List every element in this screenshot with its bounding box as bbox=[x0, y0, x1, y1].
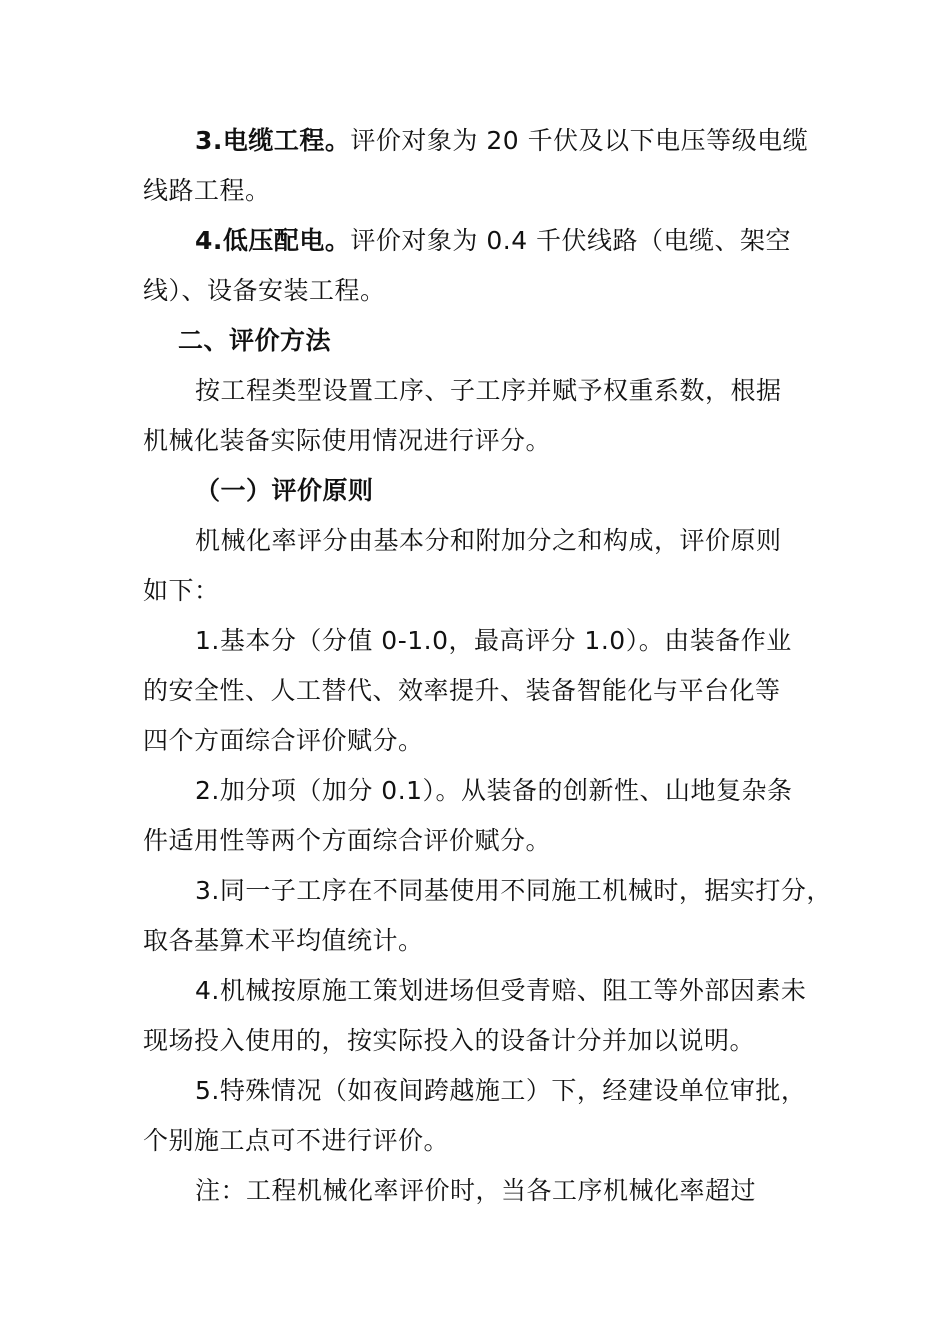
paragraph-line: 件适用性等两个方面综合评价赋分。 bbox=[143, 826, 552, 855]
paragraph-text: 评价对象为 0.4 千伏线路（电缆、架空 bbox=[350, 226, 792, 255]
paragraph-heading: 4.低压配电。 bbox=[195, 226, 351, 255]
subsection-heading: （一）评价原则 bbox=[195, 476, 374, 505]
note-line: 注：工程机械化率评价时，当各工序机械化率超过 bbox=[195, 1176, 757, 1205]
paragraph-line: 现场投入使用的，按实际投入的设备计分并加以说明。 bbox=[143, 1026, 756, 1055]
paragraph-cable-engineering bbox=[195, 124, 808, 158]
paragraph-line: 机械化装备实际使用情况进行评分。 bbox=[143, 426, 552, 455]
list-item: 1.基本分（分值 0-1.0，最高评分 1.0）。由装备作业 bbox=[195, 626, 792, 655]
paragraph-text: 评价对象为 20 千伏及以下电压等级电缆 bbox=[350, 126, 809, 155]
paragraph-line: 四个方面综合评价赋分。 bbox=[143, 726, 424, 755]
paragraph-line: 如下： bbox=[143, 576, 220, 605]
paragraph-low-voltage bbox=[195, 224, 791, 258]
section-heading: 二、评价方法 bbox=[178, 326, 332, 355]
paragraph-line: 线路工程。 bbox=[143, 176, 271, 205]
paragraph-line: 取各基算术平均值统计。 bbox=[143, 926, 424, 955]
list-item: 4.机械按原施工策划进场但受青赔、阻工等外部因素未 bbox=[195, 976, 807, 1005]
paragraph-line: 机械化率评分由基本分和附加分之和构成，评价原则 bbox=[195, 526, 782, 555]
paragraph-line: 个别施工点可不进行评价。 bbox=[143, 1126, 450, 1155]
list-item: 3.同一子工序在不同基使用不同施工机械时，据实打分， bbox=[195, 876, 832, 905]
paragraph-line: 的安全性、人工替代、效率提升、装备智能化与平台化等 bbox=[143, 676, 781, 705]
paragraph-line: 按工程类型设置工序、子工序并赋予权重系数，根据 bbox=[195, 376, 782, 405]
list-item: 2.加分项（加分 0.1）。从装备的创新性、山地复杂条 bbox=[195, 776, 793, 805]
list-item: 5.特殊情况（如夜间跨越施工）下，经建设单位审批， bbox=[195, 1076, 807, 1105]
paragraph-line: 线）、设备安装工程。 bbox=[143, 276, 386, 305]
paragraph-heading: 3.电缆工程。 bbox=[195, 126, 351, 155]
